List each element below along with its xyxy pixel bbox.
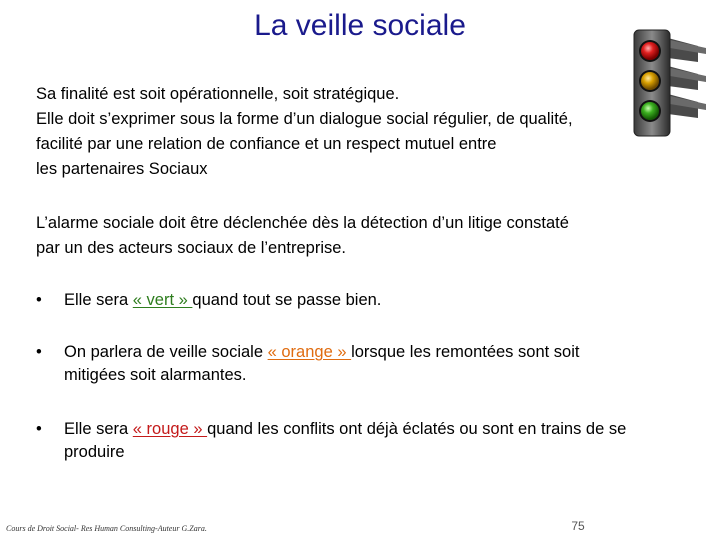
text-line: L’alarme sociale doit être déclenchée dès la détection d’un litige constaté: [36, 214, 569, 232]
page-number: 75: [571, 519, 585, 533]
keyword-vert: « vert »: [132, 291, 193, 309]
bullet-marker: •: [36, 420, 42, 438]
bullet-text-before: On parlera de veille sociale: [64, 343, 268, 361]
alarm-paragraph: [36, 211, 636, 261]
text-line: par un des acteurs sociaux de l’entreprise.: [36, 239, 347, 257]
text-line: les partenaires Sociaux: [36, 160, 208, 178]
traffic-light-icon: [628, 28, 712, 138]
bullet-text: [64, 418, 644, 464]
intro-paragraph: [36, 82, 636, 182]
text-line: Elle doit s’exprimer sous la forme d’un dialogue social régulier, de qualité,: [36, 110, 573, 128]
slide-title: La veille sociale: [254, 9, 466, 42]
bullet-text-before: Elle sera: [64, 420, 133, 438]
text-line: Sa finalité est soit opérationnelle, soit stratégique.: [36, 85, 400, 103]
bullet-text: [64, 289, 644, 312]
footer-credit: Cours de Droit Social- Res Human Consulting-Auteur G.Zara.: [6, 524, 207, 533]
text-line: facilité par une relation de confiance et un respect mutuel entre: [36, 135, 497, 153]
bullet-text-after: lorsque les remontées sont soit mitigées soit alarmantes.: [64, 343, 580, 384]
bullet-text-before: Elle sera: [64, 291, 133, 309]
keyword-orange: « orange »: [267, 343, 352, 361]
bullet-text-after: quand tout se passe bien.: [192, 291, 382, 309]
bullet-text: [64, 341, 644, 387]
bullet-marker: •: [36, 343, 42, 361]
bullet-text-after: quand les conflits ont déjà éclatés ou sont en trains de se produire: [64, 420, 627, 461]
keyword-rouge: « rouge »: [132, 420, 208, 438]
bullet-marker: •: [36, 291, 42, 309]
